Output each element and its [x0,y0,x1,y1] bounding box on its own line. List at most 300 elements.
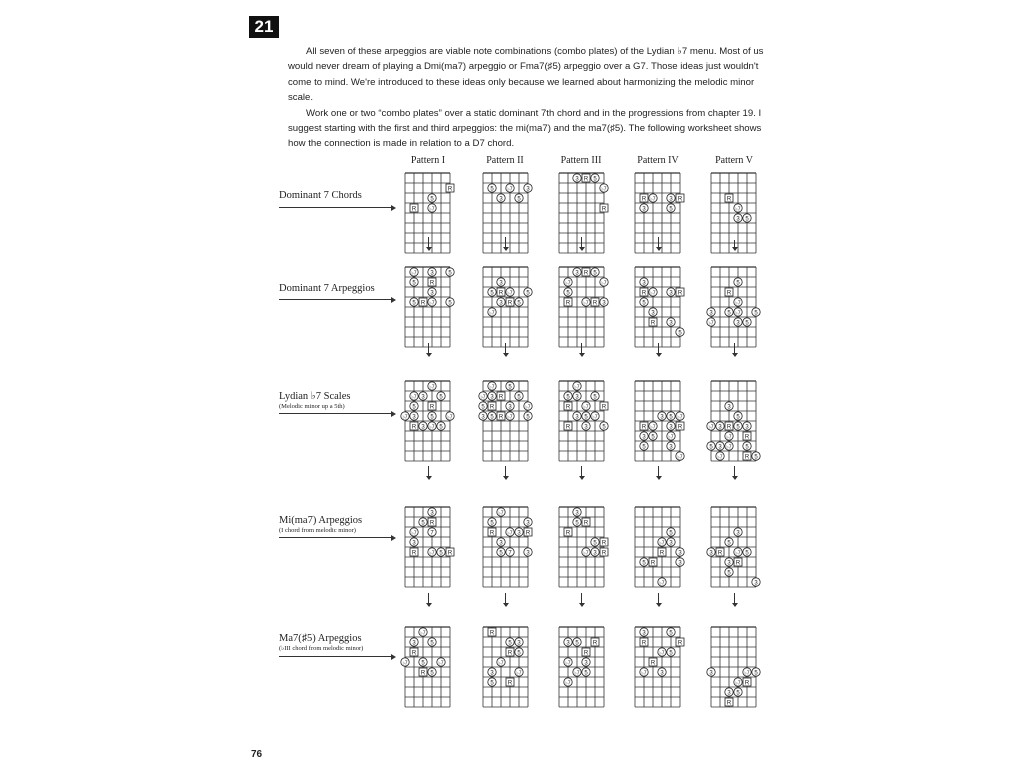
note-marker-label: ♭7 [498,510,504,517]
note-marker-label: ♭7 [726,434,732,441]
note-marker-label: ♭7 [735,680,741,687]
row-label-text: Mi(ma7) Arpeggios [279,515,363,526]
note-marker-label: 5 [430,670,434,677]
note-marker-label: 5 [575,520,579,527]
note-marker-label: 5 [412,300,416,307]
note-marker-label: R [420,300,426,307]
fretboard-diagram [479,379,532,465]
note-marker-label: ♭7 [641,670,647,677]
intro-paragraph-1: All seven of these arpeggios are viable note combinations (combo plates) of the Lydian ♭7 menu. Most of us would never dream of playing a Dmi(ma7) arpeggio or Fma7(♯5) arpeggio over a G7. Those ideas just wouldn't come to mind. We're introduced to these ideas only because we learned about harmonizing the melodic minor scale. [288,46,764,104]
fretboard-diagram [631,505,684,591]
note-marker-label: R [583,650,589,657]
down-arrow-icon [658,466,659,477]
note-marker-label: 5 [439,550,443,557]
note-marker-label: ♭7 [507,414,513,421]
note-marker-label: R [411,550,417,557]
note-marker-label: 3 [669,540,673,547]
down-arrow-icon [734,466,735,477]
note-marker-label: ♭7 [583,404,589,411]
note-marker-label: 3 [566,640,570,647]
note-marker-label: 3 [736,530,740,537]
note-marker-label: ♭7 [583,300,589,307]
note-marker-label: 5 [499,550,503,557]
note-marker-label: 5 [517,300,521,307]
down-arrow-icon [581,466,582,477]
note-marker-label: ♭7 [565,680,571,687]
note-marker-label: 3 [669,444,673,451]
note-marker-label: 3 [727,560,731,567]
note-marker-label: 5 [526,290,530,297]
note-marker-label: 5 [642,444,646,451]
down-arrow-icon [428,593,429,604]
note-marker-label: R [507,300,513,307]
intro-text [288,44,778,152]
note-marker-label: 3 [642,206,646,213]
note-marker-label: R [489,630,495,637]
fretboard-diagram [707,625,760,711]
note-marker-label: 7 [430,530,434,537]
row-label-text: Dominant 7 Chords [279,190,362,201]
fretboard-diagram [631,265,684,351]
note-marker-label: ♭7 [735,550,741,557]
note-marker-label: R [650,560,656,567]
note-marker-label: 3 [745,424,749,431]
note-marker-label: 3 [736,320,740,327]
note-marker-label: R [641,196,647,203]
note-marker-label: 5 [490,290,494,297]
note-marker-label: ♭7 [565,280,571,287]
note-marker-label: 5 [642,560,646,567]
pattern-header-1: Pattern I [410,155,446,166]
note-marker-label: R [650,320,656,327]
note-marker-label: R [677,424,683,431]
note-marker-label: R [429,520,435,527]
note-marker-label: 5 [584,414,588,421]
note-marker-label: 3 [651,310,655,317]
note-marker-label: ♭7 [574,384,580,391]
down-arrow-icon [658,593,659,604]
note-marker-label: ♭7 [744,670,750,677]
note-marker-label: 5 [754,670,758,677]
note-marker-label: R [726,700,732,707]
note-marker-label: ♭7 [565,660,571,667]
fretboard-diagram [401,265,454,351]
note-marker-label: ♭7 [429,300,435,307]
row-label-lydian-b7-scales [279,390,399,411]
note-marker-label: R [641,290,647,297]
note-marker-label: R [726,424,732,431]
note-marker-label: R [429,280,435,287]
row-label-dominant-7-chords [279,190,399,201]
note-marker-label: 5 [727,570,731,577]
note-marker-label: 3 [678,550,682,557]
note-marker-label: 3 [490,394,494,401]
note-marker-label: ♭7 [507,530,513,537]
row-pointer-arrow [279,207,392,208]
down-arrow-icon [581,593,582,604]
note-marker-label: 5 [651,434,655,441]
note-marker-label: 3 [669,424,673,431]
note-marker-label: R [717,550,723,557]
down-arrow-icon [428,466,429,477]
note-marker-label: ♭7 [659,650,665,657]
note-marker-label: 3 [499,300,503,307]
note-marker-label: ♭7 [411,270,417,277]
note-marker-label: 5 [593,394,597,401]
note-marker-label: 5 [669,414,673,421]
fretboard-diagram [555,505,608,591]
note-marker-label: R [744,454,750,461]
note-marker-label: 5 [602,424,606,431]
note-marker-label: 5 [727,310,731,317]
note-marker-label: R [583,520,589,527]
page-number: 76 [251,749,263,760]
note-marker-label: 5 [736,280,740,287]
row-pointer-arrow [279,537,392,538]
note-marker-label: 5 [439,424,443,431]
note-marker-label: ♭7 [498,660,504,667]
fretboard-diagram [555,625,608,711]
note-marker-label: 5 [490,520,494,527]
note-marker-label: R [525,530,531,537]
note-marker-label: 3 [575,270,579,277]
note-marker-label: 3 [575,510,579,517]
row-label-mi-ma7-arpeggios [279,515,399,535]
note-marker-label: 5 [439,394,443,401]
note-marker-label: R [592,300,598,307]
note-marker-label: 5 [448,270,452,277]
note-marker-label: 3 [642,630,646,637]
note-marker-label: R [420,670,426,677]
note-marker-label: ♭7 [650,424,656,431]
pattern-header-5: Pattern V [715,155,753,166]
note-marker-label: 3 [526,186,530,193]
note-marker-label: 5 [754,310,758,317]
note-marker-label: ♭7 [601,280,607,287]
note-marker-label: 5 [448,300,452,307]
note-marker-label: R [565,404,571,411]
fretboard-diagram [707,171,760,257]
note-marker-label: ♭7 [726,444,732,451]
note-marker-label: 5 [584,670,588,677]
row-label-text: Ma7(♯5) Arpeggios [279,633,362,644]
note-marker-label: R [601,550,607,557]
note-marker-label: R [677,290,683,297]
note-marker-label: 5 [745,320,749,327]
row-label-ma7-s5-arpeggios [279,633,399,653]
note-marker-label: 3 [584,424,588,431]
note-marker-label: 3 [412,414,416,421]
note-marker-label: 5 [430,196,434,203]
note-marker-label: ♭7 [601,186,607,193]
note-marker-label: 5 [678,330,682,337]
note-marker-label: 5 [669,650,673,657]
chapter-number-badge: 21 [249,16,279,38]
note-marker-label: ♭7 [429,550,435,557]
note-marker-label: 3 [412,540,416,547]
note-marker-label: ♭7 [429,424,435,431]
fretboard-diagram [479,625,532,711]
note-marker-label: ♭7 [402,660,408,667]
note-marker-label: 3 [517,640,521,647]
fretboard-diagram [401,625,454,711]
note-marker-label: R [650,660,656,667]
note-marker-label: 3 [575,394,579,401]
note-marker-label: 5 [490,186,494,193]
note-marker-label: ♭7 [507,186,513,193]
note-marker-label: 3 [430,290,434,297]
note-marker-label: 5 [517,394,521,401]
note-marker-label: 5 [490,680,494,687]
row-sublabel: (Melodic minor up a 5th) [279,403,345,410]
note-marker-label: ♭7 [574,670,580,677]
note-marker-label: R [507,650,513,657]
row-label-dominant-7-arpeggios [279,283,399,294]
note-marker-label: R [507,680,513,687]
note-marker-label: ♭7 [717,454,723,461]
note-marker-label: 3 [430,270,434,277]
fretboard-diagram [707,505,760,591]
note-marker-label: ♭7 [507,290,513,297]
note-marker-label: ♭7 [735,206,741,213]
fretboard-diagram [479,171,532,257]
note-marker-label: ♭7 [650,196,656,203]
fretboard-diagram [479,505,532,591]
note-marker-label: 5 [727,540,731,547]
down-arrow-icon [734,593,735,604]
note-marker-label: ♭7 [659,580,665,587]
note-marker-label: ♭7 [411,530,417,537]
note-marker-label: 3 [490,670,494,677]
note-marker-label: 5 [508,384,512,391]
note-marker-label: 5 [517,196,521,203]
fretboard-diagram [555,171,608,257]
fretboard-diagram [401,379,454,465]
note-marker-label: ♭7 [411,394,417,401]
note-marker-label: R [411,206,417,213]
note-marker-label: 3 [669,290,673,297]
note-marker-label: R [447,550,453,557]
note-marker-label: 5 [745,550,749,557]
note-marker-label: R [659,550,665,557]
note-marker-label: 5 [421,520,425,527]
note-marker-label: ♭7 [489,310,495,317]
note-marker-label: 5 [412,404,416,411]
note-marker-label: 5 [481,404,485,411]
pattern-header-3: Pattern III [560,155,602,166]
fretboard-diagram [707,379,760,465]
pattern-header-4: Pattern IV [637,155,679,166]
note-marker-label: R [677,640,683,647]
note-marker-label: R [565,530,571,537]
note-marker-label: ♭7 [429,206,435,213]
fretboard-diagram [479,265,532,351]
note-marker-label: R [592,640,598,647]
note-marker-label: R [411,424,417,431]
note-marker-label: ♭7 [402,414,408,421]
note-marker-label: 5 [593,176,597,183]
row-pointer-arrow [279,656,392,657]
note-marker-label: 3 [499,196,503,203]
note-marker-label: 3 [412,640,416,647]
note-marker-label: 3 [669,196,673,203]
row-label-text: Dominant 7 Arpeggios [279,283,375,294]
note-marker-label: 3 [575,414,579,421]
note-marker-label: ♭7 [480,394,486,401]
note-marker-label: 3 [421,394,425,401]
note-marker-label: 5 [593,540,597,547]
note-marker-label: R [489,530,495,537]
note-marker-label: R [735,560,741,567]
note-marker-label: R [411,650,417,657]
note-marker-label: 3 [602,300,606,307]
note-marker-label: 3 [727,690,731,697]
note-marker-label: ♭7 [583,550,589,557]
row-sublabel: (♭III chord from melodic minor) [279,645,364,652]
note-marker-label: R [498,394,504,401]
note-marker-label: 5 [566,290,570,297]
note-marker-label: R [447,186,453,193]
note-marker-label: ♭7 [708,424,714,431]
note-marker-label: ♭7 [677,454,683,461]
note-marker-label: ♭7 [659,540,665,547]
note-marker-label: 5 [745,216,749,223]
note-marker-label: 5 [430,640,434,647]
note-marker-label: R [429,404,435,411]
note-marker-label: ♭7 [420,630,426,637]
note-marker-label: 5 [669,630,673,637]
note-marker-label: R [601,206,607,213]
fretboard-diagram [707,265,760,351]
note-marker-label: R [726,196,732,203]
note-marker-label: 5 [669,530,673,537]
fretboard-diagram [555,265,608,351]
fretboard-diagram [401,171,454,257]
note-marker-label: ♭7 [650,290,656,297]
note-marker-label: 5 [745,444,749,451]
fretboard-diagram [631,379,684,465]
note-marker-label: 5 [421,660,425,667]
note-marker-label: 3 [736,216,740,223]
note-marker-label: ♭7 [489,384,495,391]
note-marker-label: 3 [709,550,713,557]
note-marker-label: R [744,680,750,687]
note-marker-label: R [565,300,571,307]
note-marker-label: 3 [526,520,530,527]
note-marker-label: R [677,196,683,203]
note-marker-label: 5 [736,414,740,421]
note-marker-label: R [498,414,504,421]
note-marker-label: 3 [727,404,731,411]
note-marker-label: 5 [709,444,713,451]
note-marker-label: 7 [508,550,512,557]
note-marker-label: 5 [412,280,416,287]
fretboard-diagram [555,379,608,465]
note-marker-label: ♭7 [677,414,683,421]
note-marker-label: R [601,540,607,547]
note-marker-label: 3 [517,530,521,537]
row-pointer-arrow [279,299,392,300]
note-marker-label: ♭7 [438,660,444,667]
note-marker-label: 3 [669,320,673,327]
note-marker-label: R [744,434,750,441]
note-marker-label: 3 [575,176,579,183]
note-marker-label: 3 [660,414,664,421]
note-marker-label: ♭7 [429,384,435,391]
note-marker-label: R [641,640,647,647]
note-marker-label: 3 [526,550,530,557]
note-marker-label: 5 [430,414,434,421]
note-marker-label: 5 [642,300,646,307]
note-marker-label: 3 [421,424,425,431]
note-marker-label: R [583,270,589,277]
note-marker-label: 5 [736,424,740,431]
note-marker-label: R [601,404,607,411]
note-marker-label: 3 [481,414,485,421]
note-marker-label: 5 [575,640,579,647]
note-marker-label: R [565,424,571,431]
note-marker-label: ♭7 [447,414,453,421]
note-marker-label: 3 [709,670,713,677]
note-marker-label: 3 [642,434,646,441]
note-marker-label: R [498,290,504,297]
note-marker-label: ♭7 [525,404,531,411]
down-arrow-icon [505,466,506,477]
note-marker-label: 3 [718,444,722,451]
note-marker-label: R [726,290,732,297]
row-sublabel: (I chord from melodic minor) [279,527,356,534]
note-marker-label: 5 [593,270,597,277]
note-marker-label: ♭7 [516,670,522,677]
note-marker-label: 3 [584,660,588,667]
note-marker-label: 5 [566,394,570,401]
note-marker-label: R [641,424,647,431]
pattern-header-2: Pattern II [486,155,524,166]
note-marker-label: 5 [754,454,758,461]
note-marker-label: 3 [642,280,646,287]
note-marker-label: ♭7 [668,434,674,441]
note-marker-label: 5 [508,640,512,647]
note-marker-label: 5 [526,414,530,421]
fretboard-diagram [631,625,684,711]
note-marker-label: 3 [593,550,597,557]
fretboard-diagram [401,505,454,591]
note-marker-label: R [489,404,495,411]
note-marker-label: 3 [499,280,503,287]
note-marker-label: 5 [736,690,740,697]
note-marker-label: ♭7 [735,310,741,317]
note-marker-label: 3 [754,580,758,587]
note-marker-label: 3 [678,560,682,567]
note-marker-label: 3 [430,510,434,517]
note-marker-label: 3 [709,310,713,317]
note-marker-label: 3 [499,540,503,547]
note-marker-label: 3 [718,424,722,431]
down-arrow-icon [505,593,506,604]
note-marker-label: 5 [490,414,494,421]
row-label-text: Lydian ♭7 Scales [279,391,351,402]
intro-paragraph-2: Work one or two “combo plates” over a static dominant 7th chord and in the progressions from chapter 19. I suggest starting with the first and third arpeggios: the mi(ma7) and the ma7(♯5). The following worksheet shows how the connection is made in relation to a D7 chord. [288,107,762,150]
note-marker-label: 3 [660,670,664,677]
note-marker-label: ♭7 [735,300,741,307]
note-marker-label: R [583,176,589,183]
note-marker-label: ♭7 [592,414,598,421]
note-marker-label: 5 [669,206,673,213]
note-marker-label: 3 [508,404,512,411]
note-marker-label: ♭7 [708,320,714,327]
row-pointer-arrow [279,413,392,414]
note-marker-label: 5 [517,650,521,657]
